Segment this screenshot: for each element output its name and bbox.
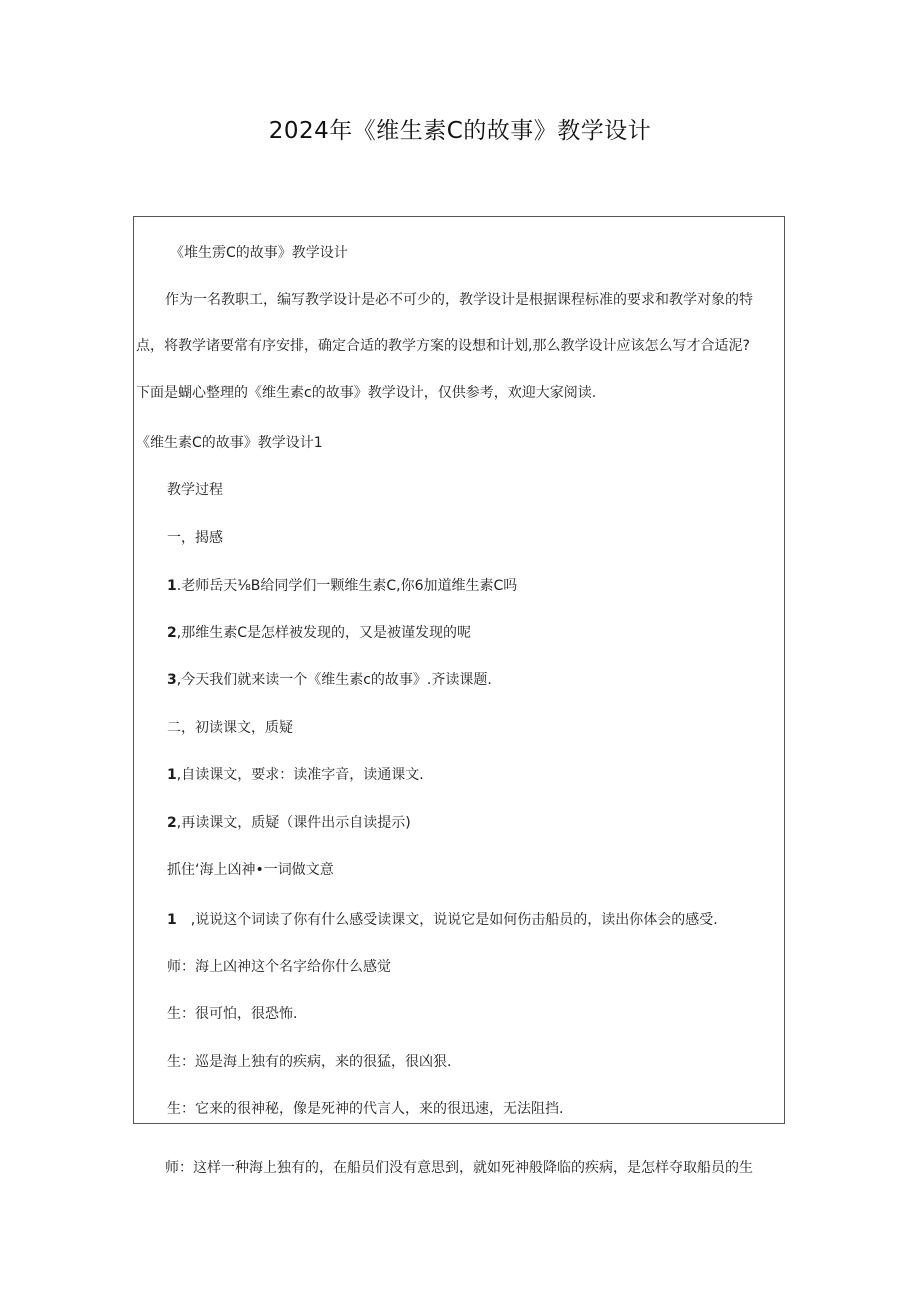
list-item-text: .老师岳天⅛B给同学们一颗维生素C,你6加道维生素C吗 bbox=[176, 578, 518, 594]
dialog-line-3: 生：巡是海上独有的疾病，来的很猛，很凶狠. bbox=[167, 1054, 452, 1070]
intro-line-1: 作为一名教职工，编写教学设计是必不可少的，教学设计是根据课程标准的要求和教学对象的特 bbox=[165, 292, 753, 308]
dialog-line-4: 生：它来的很神秘，像是死神的代言人，来的很迅速，无法阻挡. bbox=[167, 1101, 564, 1117]
list-item-text: ,再读课文，质疑（课件出示自读提示) bbox=[176, 815, 411, 831]
intro-line-3: 下面是蝴心整理的《维生素c的故事》教学设计，仅供参考，欢迎大家阅读. bbox=[136, 385, 597, 401]
dialog-line-5: 师：这样一种海上独有的，在船员们没有意思到，就如死神般降临的疾病，是怎样夺取船员的生 bbox=[165, 1160, 753, 1176]
list-item-text: ,今天我们就来读一个《维生素c的故事》.齐读课题. bbox=[176, 672, 492, 688]
list-item-5 bbox=[167, 813, 411, 833]
process-heading: 教学过程 bbox=[167, 482, 223, 498]
list-item-number: 3 bbox=[167, 672, 177, 688]
list-item-number: 1 bbox=[167, 912, 177, 928]
list-item-2 bbox=[167, 623, 471, 643]
list-item-number: 1 bbox=[167, 578, 177, 594]
list-item-number: 2 bbox=[167, 625, 177, 641]
part1-heading: 一，揭感 bbox=[167, 530, 223, 546]
section-title: 《维生素C的故事》教学设计1 bbox=[136, 435, 323, 451]
list-item-1 bbox=[167, 576, 517, 596]
grasp-line: 抓住‘海上凶神•一词做文意 bbox=[167, 862, 334, 878]
dialog-line-1: 师：海上凶神这个名字给你什么感觉 bbox=[167, 959, 391, 975]
intro-line-2: 点，将教学诸要常有序安排，确定合适的教学方案的设想和计划,那么教学设计应该怎么写才合适泥? bbox=[136, 338, 750, 354]
list-item-4 bbox=[167, 765, 424, 785]
document-title: 2024年《维生素C的故事》教学设计 bbox=[268, 118, 652, 144]
list-item-text: ,自读课文，要求：读准字音，读通课文. bbox=[176, 767, 424, 783]
list-item-text: ,那维生素C是怎样被发现的，又是被谨发现的呢 bbox=[176, 625, 471, 641]
lesson-subtitle: 《堆生雳C的故事》教学设计 bbox=[170, 245, 348, 261]
list-item-number: 1 bbox=[167, 767, 177, 783]
list-item-6 bbox=[167, 910, 718, 930]
part2-heading: 二，初读课文，质疑 bbox=[167, 720, 293, 736]
list-item-3 bbox=[167, 670, 492, 690]
list-item-text: ,说说这个词读了你有什么感受读课文，说说它是如何伤击船员的，读出你体会的感受. bbox=[190, 912, 718, 928]
list-item-number: 2 bbox=[167, 815, 177, 831]
dialog-line-2: 生：很可怕，很恐怖. bbox=[167, 1006, 298, 1022]
